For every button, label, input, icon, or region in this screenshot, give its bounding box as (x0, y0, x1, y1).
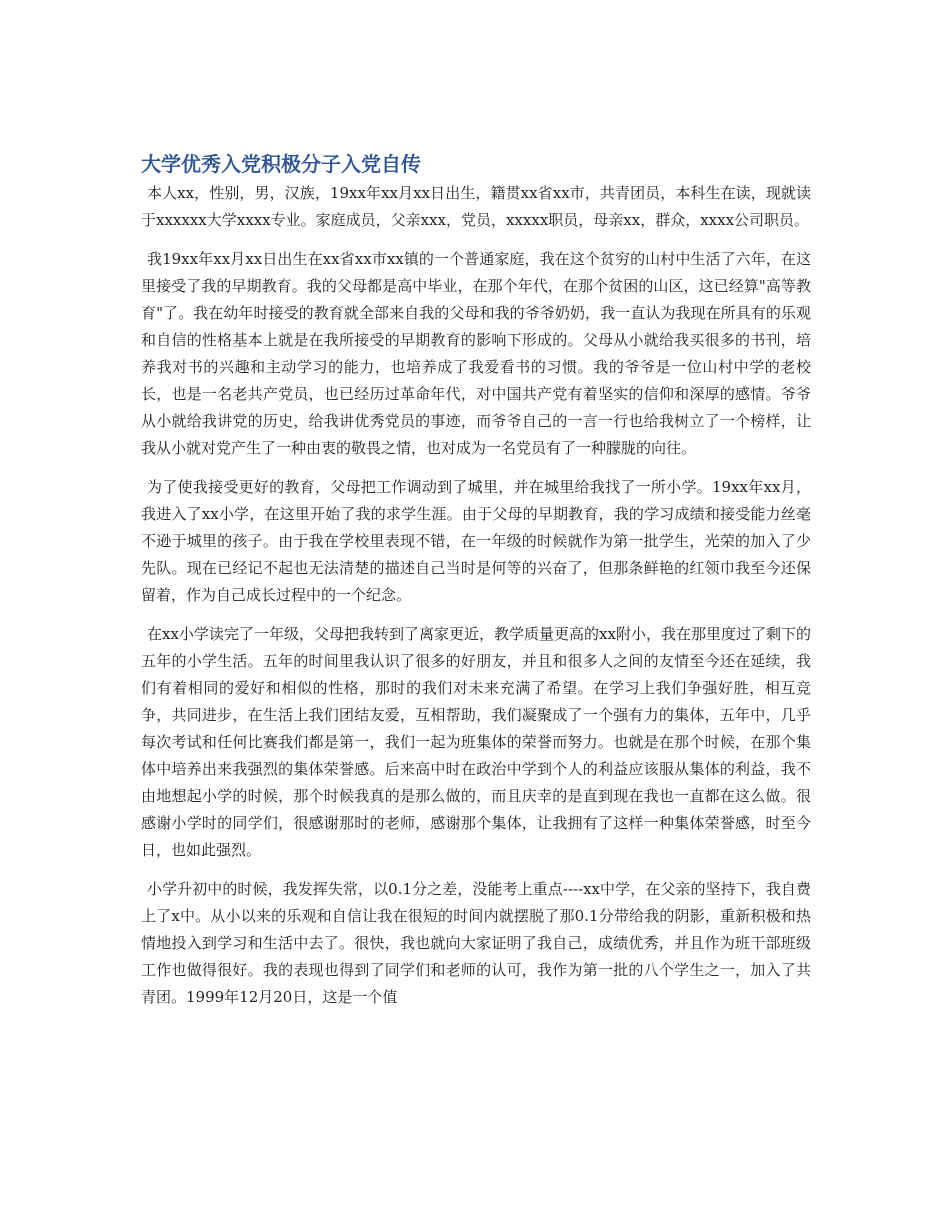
paragraph-5: 小学升初中的时候，我发挥失常，以0.1分之差，没能考上重点----xx中学，在父亲的坚持下，我自费上了x中。从小以来的乐观和自信让我在很短的时间内就摆脱了那0.1分带给我的阴影，重新积极和热情地投入到学习和生活中去了。很快，我也就向大家证明了我自己，成绩优秀，并且作为班干部班级工作也做得很好。我的表现也得到了同学们和老师的认可，我作为第一批的八个学生之一，加入了共青团。1999年12月20日，这是一个值 (141, 880, 811, 1006)
paragraph-4: 在xx小学读完了一年级，父母把我转到了离家更近，教学质量更高的xx附小，我在那里度过了剩下的五年的小学生活。五年的时间里我认识了很多的好朋友，并且和很多人之间的友情至今还在延续，我们有着相同的爱好和相似的性格，那时的我们对未来充满了希望。在学习上我们争强好胜，相互竞争，共同进步，在生活上我们团结友爱，互相帮助，我们凝聚成了一个强有力的集体，五年中，几乎每次考试和任何比赛我们都是第一，我们一起为班集体的荣誉而努力。也就是在那个时候，在那个集体中培养出来我强烈的集体荣誉感。后来高中时在政治中学到个人的利益应该服从集体的利益，我不由地想起小学的时候，那个时候我真的是那么做的，而且庆幸的是直到现在我也一直都在这么做。很感谢小学时的同学们，很感谢那时的老师，感谢那个集体，让我拥有了这样一种集体荣誉感，时至今日，也如此强烈。 (141, 625, 811, 859)
document-body (141, 150, 811, 1023)
paragraph-3: 为了使我接受更好的教育，父母把工作调动到了城里，并在城里给我找了一所小学。19xx年xx月，我进入了xx小学，在这里开始了我的求学生涯。由于父母的早期教育，我的学习成绩和接受能力丝毫不逊于城里的孩子。由于我在学校里表现不错，在一年级的时候就作为第一批学生，光荣的加入了少先队。现在已经记不起也无法清楚的描述自己当时是何等的兴奋了，但那条鲜艳的红领巾我至今还保留着，作为自己成长过程中的一个纪念。 (141, 478, 811, 604)
paragraph-2: 我19xx年xx月xx日出生在xx省xx市xx镇的一个普通家庭，我在这个贫穷的山村中生活了六年，在这里接受了我的早期教育。我的父母都是高中毕业，在那个年代，在那个贫困的山区，这已经算"高等教育"了。我在幼年时接受的教育就全部来自我的父母和我的爷爷奶奶，我一直认为我现在所具有的乐观和自信的性格基本上就是在我所接受的早期教育的影响下形成的。父母从小就给我买很多的书刊，培养我对书的兴趣和主动学习的能力，也培养成了我爱看书的习惯。我的爷爷是一位山村中学的老校长，也是一名老共产党员，也已经历过革命年代，对中国共产党有着坚实的信仰和深厚的感情。爷爷从小就给我讲党的历史，给我讲优秀党员的事迹，而爷爷自己的一言一行也给我树立了一个榜样，让我从小就对党产生了一种由衷的敬畏之情，也对成为一名党员有了一种朦胧的向往。 (141, 250, 811, 457)
paragraph-1: 本人xx，性别，男，汉族，19xx年xx月xx日出生，籍贯xx省xx市，共青团员，本科生在读，现就读于xxxxxx大学xxxx专业。家庭成员，父亲xxx，党员，xxxxx职员，母亲xx，群众，xxxx公司职员。 (141, 184, 811, 229)
document-title: 大学优秀入党积极分子入党自传 (141, 152, 421, 176)
